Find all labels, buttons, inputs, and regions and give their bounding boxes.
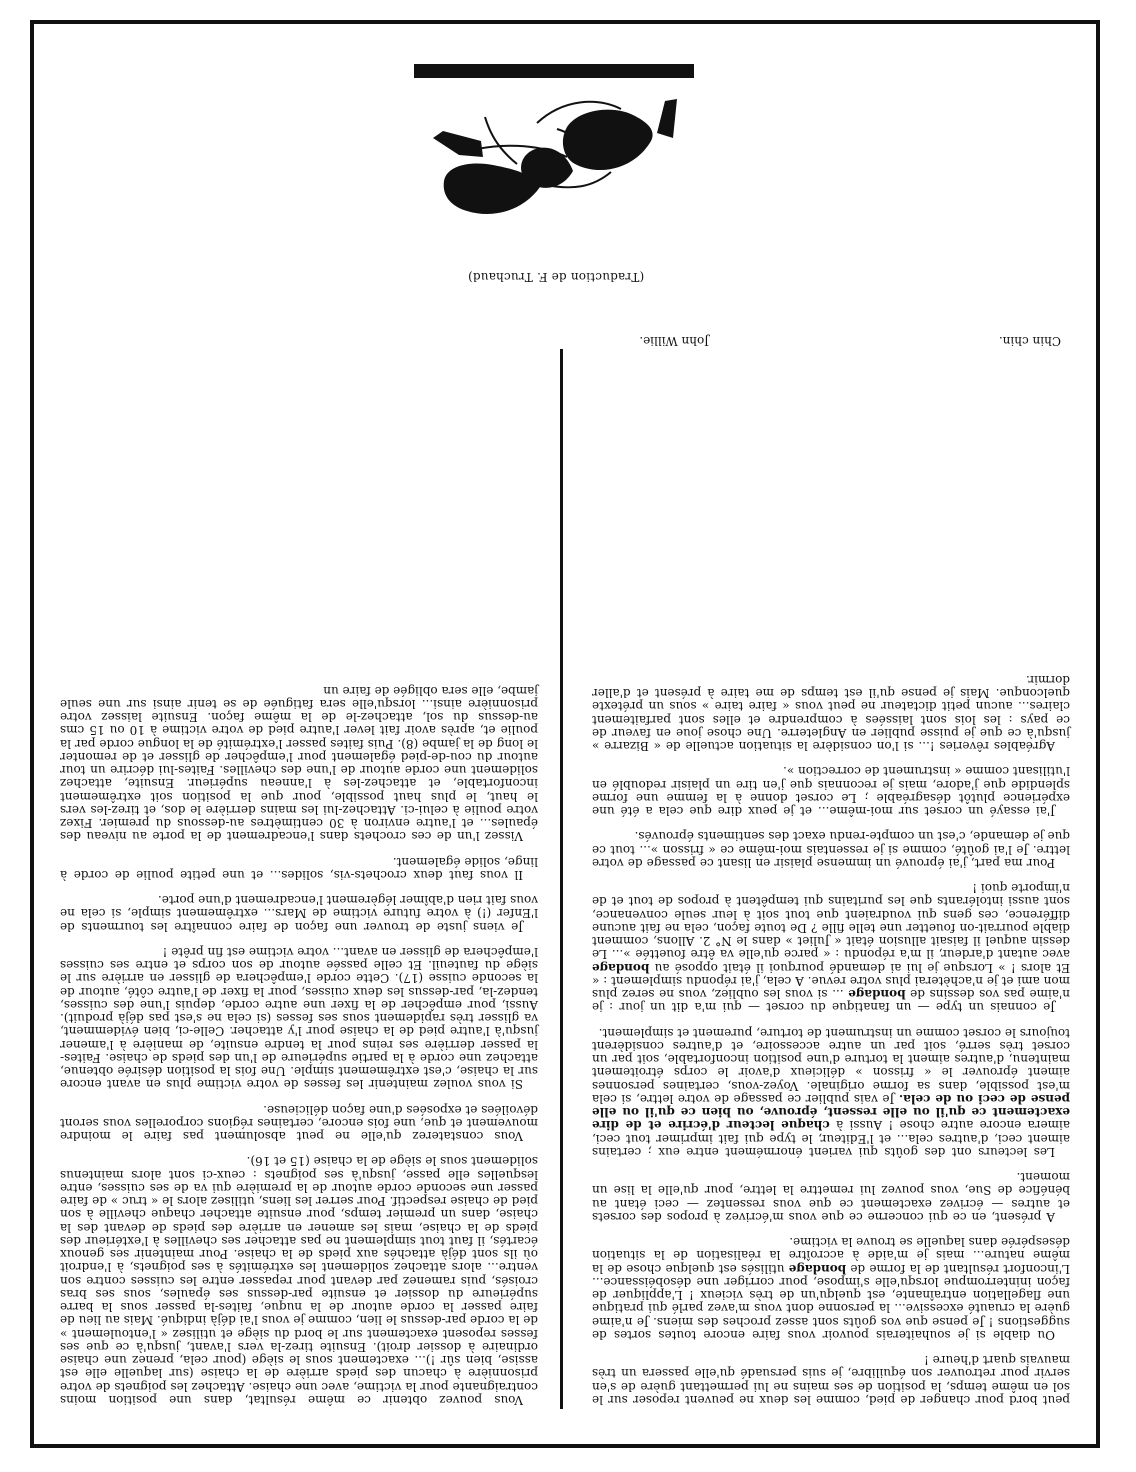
- right-paragraph-3: Si vous voulez maintenir les fesses de votre victime plus en avant encore sur la chaise, c'est extrêmement simple. Une fois la position désirée obtenue, attachez une corde à la partie supérieure de l'un des pieds de chaise. Faites-la passer derrière ses reins pour la tendre ensuite, de manière à l'amener jusqu'à l'autre pied de la chaise pour l'y attacher. Celle-ci, bien évidemment, va glisser très rapidement sous ses fesses (si cela ne s'est pas déjà produit). Aussi, pour empêcher de la fixer une autre corde, depuis l'une des cuisses, tendez-la, par-dessus les deux cuisses, pour la fixer de l'autre côté, autour de la seconde cuisse (17). Cette corde l'empêchera de glisser en arrière sur le siège du fauteuil. Et celle passée autour de son corps et entre ses cuisses l'empêchera de glisser en avant... votre victime est fin prête !: [60, 945, 538, 1092]
- left-paragraph-2: [592, 1235, 1070, 1341]
- left-paragraph-2-text: Ou diable si je souhaiterais pouvoir vous faire encore toutes sortes de suggestions ! Je pense que vos goûts sont assez proches des miens. Je n'aime guère la cruauté excessive... la personne dont vous m'avez parlé qui pratique une flagellation entraînante, est quelqu'un de très vicieux ! L'appliquer de façon ininterrompue lorsqu'elle s'impose, pour corriger une désobéissance... L'inconfort résultant de la forme de: [592, 1261, 1070, 1342]
- left-paragraph-8: Agréables rêveries !... si l'on considère la situation actuelle de « Bizarre » jusqu'à ce que je puisse publier en Angleterre. Une chose joue en faveur de ce pays : les lois sont laissées à comprendre et elles sont parfaitement claires... aucun petit dictateur ne peut vous « faire taire » sous un prétexte quelconque. Mais je pense qu'il est temps de me taire à présent et d'aller dormir.: [592, 673, 1070, 754]
- left-paragraph-5-bold: bondage: [848, 987, 906, 1002]
- left-paragraph-5-tail-2: avec autant d'ardeur, il m'a répondu : « parce qu'elle va être fouettée »... Le dessin auquel il faisait allusion était « Juliet » dans le N° 2. Allons, comment diable pourrait-on fouetter une telle fille ? De toute façon, cela ne fait aucune différence, ces gens qui voudraient que tout soit à leur seule convenance, sont aussi intolérants que les puritains qui tempêtent à propos de tout et de n'importe quoi !: [592, 881, 1070, 962]
- column-divider: [560, 349, 563, 1409]
- left-text-column: [592, 673, 1070, 1406]
- left-paragraph-3: A présent, en ce qui concerne ce que vous m'écrivez à propos des corsets et autres — écrivez exactement ce que vous ressentez — ceci étant au bénéfice de Sue, vous pouvez lui remettre la lettre, pour qu'elle la lise un moment.: [592, 1170, 1070, 1224]
- left-paragraph-4-bold: chaque lecteur d'écrire et de dire exactement ce qu'il ou elle ressent, éprouve, ou bien ce qu'il ou elle pense de ceci ou de cela.: [592, 1092, 1070, 1133]
- left-paragraph-7: J'ai essayé un corset sur moi-même... et je peux dire que cela a été une expérience plutôt désagréable ; Le corset donne à la femme une forme splendide que j'adore, mais je reconnais que j'en tire un plaisir redoublé en l'utilisant comme « instrument de correction ».: [592, 764, 1070, 819]
- left-paragraph-4: [592, 1026, 1070, 1159]
- right-paragraph-4: Je viens juste de trouver une façon de faire connaître les tourments de l'Enfer (!) à votre future victime de Mars... extrêmement simple, si cela ne vous fait rien d'abîmer légèrement l'encadrement d'une porte.: [60, 893, 538, 934]
- signoff-text: Chin chin.: [998, 334, 1061, 348]
- right-paragraph-6: Vissez l'un de ces crochets dans l'encadrement de la porte au niveau des épaules... et l'autre environ à 30 centimètres au-dessous du premier. Fixez votre poulie à celui-ci. Attachez-lui les mains derrière le dos, et tirez-les vers le haut, le plus haut possible, pour que la position soit extrêmement inconfortable, et attachez-les à l'anneau supérieur. Ensuite, attachez solidement une corde autour de l'une des chevilles. Faites-lui décrire un tour autour du cou-de-pied également pour l'empêcher de glisser et de remonter le long de la jambe (8). Puis faites passer l'extrémité de la longue corde par la poulie et, après avoir fait lever l'autre pied de votre victime à 10 ou 15 cms au-dessus du sol, attachez-le de la même façon. Ensuite laissez votre prisonnière ainsi... lorsqu'elle sera fatiguée de se tenir ainsi sur une seule jambe, elle sera obligée de faire un: [60, 683, 538, 844]
- right-paragraph-1: Vous pouvez obtenir ce même résultat, dans une position moins contraignante pour la victime, avec une chaise. Attachez les poignets de votre prisonnière à chacun des pieds arrière de la chaise (sur laquelle elle est assise, bien sûr !)... exactement sous le siège (pour cela, prenez une chaise ordinaire à dossier droit). Ensuite tirez-la vers l'avant, jusqu'à ce que ses fesses reposent exactement sur le bord du siège et utilisez « l'entoulement » de la corde par-dessus le lien, comme je vous l'ai déjà indiqué. Mais au lieu de faire passer la corde autour de la nuque, faites-la passer sous la barre supérieure du dossier et ensuite par-dessus ses épaules, sous ses bras croisés, puis ramenez par devant pour repasser entre les cuisses contre son ventre... alors attachez solidement les extrémités à ses poignets, à l'endroit où ils sont déjà attachés aux pieds de la chaise. Pour maintenir ses genoux écartés, il faut tout simplement ne pas attacher ses chevilles à l'extérieur des pieds de la chaise, mais les amener en arrière des pieds de devant des la chaise, dans un premier temps, pour ensuite attacher chaque cheville à son pied de chaise respectif. Pour serrer les liens, utilisez alors le « truc » de faire passer une seconde corde autour de la première qui va de ses cuisses, entre lesquelles elle passe, jusqu'à ses poignets : ceux-ci sont alors maintenus solidement sous le siège de la chaise (15 et 16).: [60, 1154, 538, 1407]
- author-name: John Willie.: [639, 334, 709, 348]
- right-paragraph-2: Vous constaterez qu'elle ne peut absolument pas faire le moindre mouvement et que, une fois encore, certaines régions corporelles vous seront dévoilées et exposées d'une façon délicieuse.: [60, 1102, 538, 1144]
- left-paragraph-2-tail: utilisés est quelque chose de la même nature... mais je m'aide à accroître la réalisation de la situation désespérée dans laquelle se trouve la victime.: [592, 1235, 1070, 1276]
- left-paragraph-5-text: Je connais un type — un fanatique du corset — qui m'a dit un jour : je n'aime pas vos dessins de: [592, 987, 1070, 1015]
- left-paragraph-5-bold-2: bondage: [592, 960, 650, 975]
- illustration: [421, 81, 691, 259]
- header-rule: [414, 64, 694, 78]
- left-paragraph-4-tail: Je vais publier ce passage de votre lettre, si cela m'est possible, dans sa forme originale. Voyez-vous, certaines personnes aiment éprouver le « frisson » délicieux d'avoir le corps étroitement maintenu, d'autres aiment la torture d'une position inconfortable, soit par un corset très serré, soit par un autre accessoire, et d'autres considèrent toujours le corset comme un instrument de torture, purement et simplement.: [592, 1025, 1070, 1106]
- right-text-column: [60, 684, 538, 1407]
- left-paragraph-1: peut bord pour changer de pied, comme les deux ne peuvent reposer sur le sol en même temps, la position de ses mains ne lui permettant guère de s'en servir pour retrouver son équilibre, je suis persuadé qu'elle passera un très mauvais quart d'heure !: [592, 1353, 1070, 1407]
- left-paragraph-4-text: Les lecteurs ont des goûts qui varient énormément entre eux ; certains aiment ceci, d'autres cela... et l'Editeur, le type qui fait imprimer tout ceci, aimera encore autre chose ! Aussi à: [592, 1118, 1070, 1159]
- rotated-page-content: [34, 24, 1096, 1444]
- left-paragraph-5: [592, 881, 1070, 1014]
- left-paragraph-6: Pour ma part, j'ai éprouvé un immense plaisir en lisant ce passage de votre lettre. Je l'ai goûté, comme si je ressentais moi-même ce « frisson »... tout ce que je demande, c'est un compte-rendu exact des sentiments éprouvés.: [592, 829, 1070, 870]
- translation-caption: (Traduction de F. Truchaud): [467, 270, 645, 284]
- right-paragraph-5: Il vous faut deux crochets-vis, solides... et une petite poulie de corde à linge, solide également.: [60, 854, 538, 882]
- document-page: [30, 20, 1100, 1448]
- left-paragraph-5-tail: ... si vous les oubliez, vous ne serez plus mon ami et je n'achèterai plus votre revue. A cela, j'ai répondu simplement : « Et alors ! » Lorsque je lui ai demandé pourquoi il était opposé au: [592, 960, 1070, 1002]
- left-paragraph-2-bold: bondage: [788, 1261, 847, 1276]
